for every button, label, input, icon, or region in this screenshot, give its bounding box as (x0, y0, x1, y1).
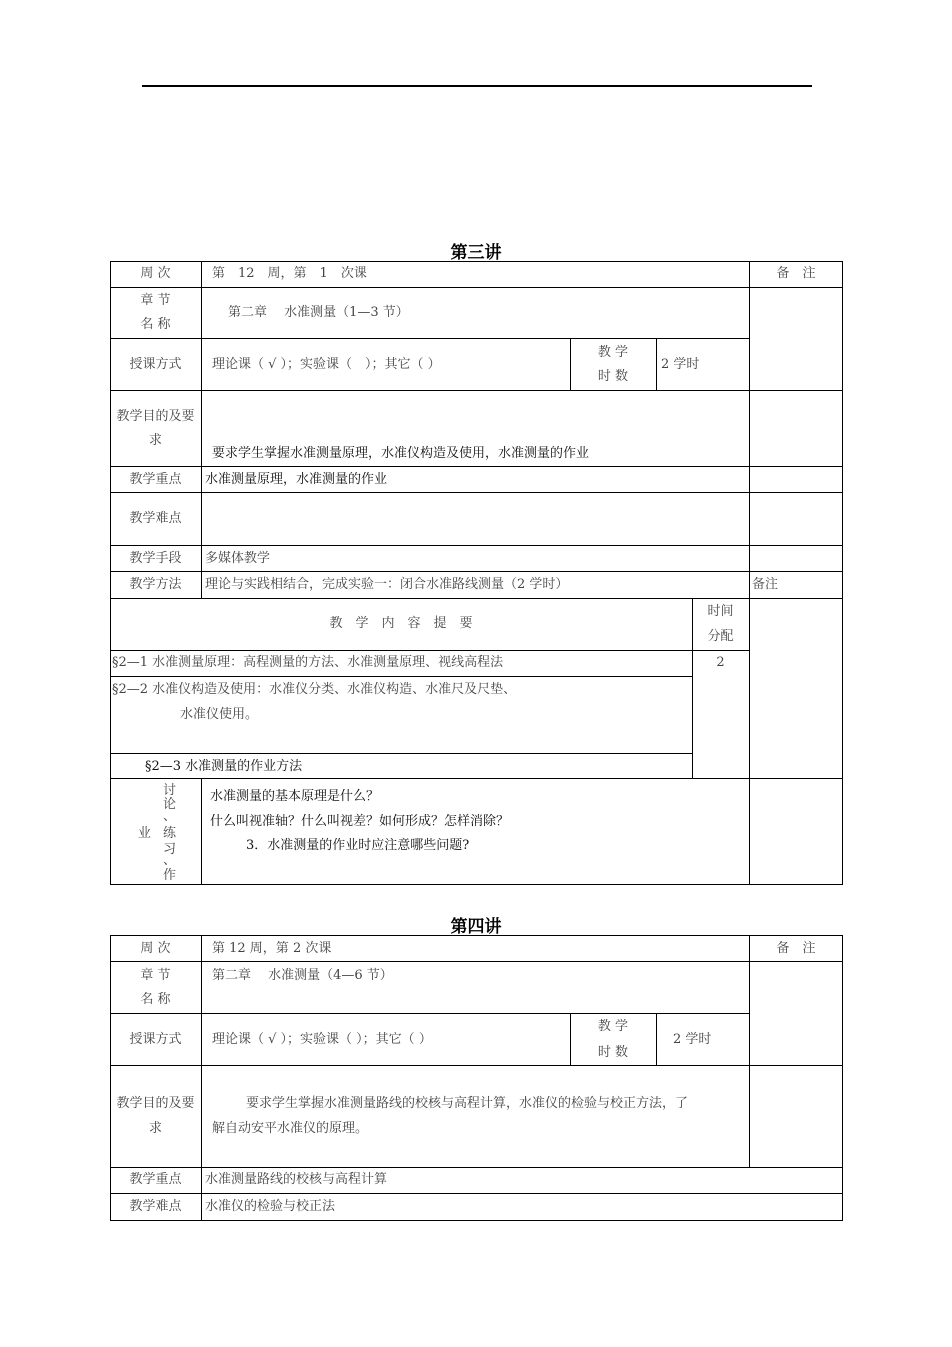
goal-label-2: 求 (148, 433, 162, 448)
means-label: 教学手段 (129, 551, 182, 566)
difficulty-label: 教学难点 (129, 1199, 182, 1214)
hours-value: 2 学时 (673, 1032, 712, 1047)
week-label: 周 次 (140, 266, 171, 281)
means-value: 多媒体教学 (205, 551, 271, 566)
mode-label: 授课方式 (129, 357, 182, 372)
content-item-2: §2—2 水准仪构造及使用：水准仪分类、水准仪构造、水准尺及尺垫、 (112, 682, 517, 697)
chapter-value: 第二章 水准测量（1—3 节） (228, 305, 409, 320)
method-label: 教学方法 (129, 577, 182, 592)
goal-value-line2: 解自动安平水准仪的原理。 (212, 1121, 369, 1136)
hw-label-char: 业 (138, 826, 152, 841)
header-rule (142, 85, 812, 87)
hw-label-char: 习 (163, 842, 177, 857)
hours-label: 教 学 (597, 345, 629, 360)
method-value: 理论与实践相结合，完成实验一：闭合水准路线测量（2 学时） (205, 577, 569, 592)
content-item-2-line2: 水准仪使用。 (180, 707, 259, 722)
key-label: 教学重点 (129, 472, 182, 487)
hw-label-char: 作 (163, 868, 177, 883)
hw-label-char: 、 (163, 853, 177, 868)
hours-label: 教 学 (597, 1019, 629, 1034)
mode-label: 授课方式 (129, 1032, 182, 1047)
hw-label-char: 练 (163, 826, 177, 841)
key-label: 教学重点 (129, 1172, 182, 1187)
goal-label: 教学目的及要 (116, 1096, 195, 1111)
lecture4-title: 第四讲 (450, 917, 502, 937)
hw-label-char: 、 (163, 809, 177, 824)
goal-label: 教学目的及要 (116, 409, 195, 424)
goal-label-2: 求 (148, 1121, 162, 1136)
chapter-label-2: 名 称 (140, 992, 171, 1007)
chapter-label: 章 节 (140, 293, 171, 308)
hw-question-2: 什么叫视准轴？什么叫视差？如何形成？怎样消除？ (210, 814, 510, 829)
key-value: 水准测量路线的校核与高程计算 (205, 1172, 388, 1187)
time-label-2: 分配 (707, 629, 734, 644)
time-label: 时间 (707, 604, 734, 619)
hw-question-3: 3．水准测量的作业时应注意哪些问题? (246, 838, 470, 853)
goal-value: 要求学生掌握水准测量原理，水准仪构造及使用，水准测量的作业 (212, 446, 590, 461)
content-item-1-time: 2 (716, 655, 725, 670)
content-header: 教 学 内 容 提 要 (329, 616, 473, 631)
lecture3-title: 第三讲 (450, 243, 502, 263)
week-value: 第 12 周，第 2 次课 (212, 941, 332, 956)
content-item-3: §2—3 水准测量的作业方法 (145, 759, 303, 774)
content-item-1: §2—1 水准测量原理：高程测量的方法、水准测量原理、视线高程法 (112, 655, 504, 670)
mode-value: 理论课（ √ ）；实验课（ ）；其它（ ） (212, 1032, 432, 1047)
week-label: 周 次 (140, 941, 171, 956)
chapter-label: 章 节 (140, 968, 171, 983)
hours-label-2: 时 数 (597, 1045, 629, 1060)
hw-label-char: 讨 (163, 783, 177, 798)
hw-question-1: 水准测量的基本原理是什么？ (210, 789, 380, 804)
remark-label: 备 注 (776, 266, 816, 281)
chapter-label-2: 名 称 (140, 317, 171, 332)
key-value: 水准测量原理，水准测量的作业 (205, 472, 388, 487)
hours-label-2: 时 数 (597, 369, 629, 384)
mode-value: 理论课（ √ ）；实验课（ ）；其它（ ） (212, 357, 441, 372)
hw-label-char: 论 (163, 797, 177, 812)
remark-label: 备 注 (776, 941, 816, 956)
hours-value: 2 学时 (661, 357, 700, 372)
method-remark: 备注 (752, 577, 779, 592)
difficulty-value: 水准仪的检验与校正法 (205, 1199, 336, 1214)
difficulty-label: 教学难点 (129, 511, 182, 526)
goal-value: 要求学生掌握水准测量路线的校核与高程计算，水准仪的检验与校正方法，了 (246, 1096, 689, 1111)
chapter-value: 第二章 水准测量（4—6 节） (212, 968, 393, 983)
week-value: 第 12 周，第 1 次课 (212, 266, 367, 281)
